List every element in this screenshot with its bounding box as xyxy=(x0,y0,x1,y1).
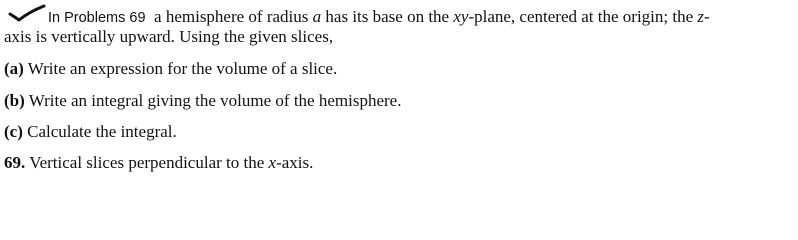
part-b-text: Write an integral giving the volume of the hemisphere. xyxy=(24,91,402,110)
radius-variable: a xyxy=(312,7,322,26)
part-c-label: (c) xyxy=(4,122,23,141)
part-c-text: Calculate the integral. xyxy=(22,122,177,141)
part-a-text: Write an expression for the volume of a slice. xyxy=(23,59,338,78)
intro-text-2: has its base on the xyxy=(321,7,454,26)
intro-text-3: -plane, centered at the origin; the xyxy=(468,7,698,26)
part-a xyxy=(4,59,337,79)
part-c xyxy=(4,122,177,142)
axis-variable: z xyxy=(697,7,705,26)
problem-69-text-2: -axis. xyxy=(276,153,314,172)
checkmark-icon xyxy=(7,3,47,25)
problems-reference: In Problems 69 xyxy=(48,10,146,26)
intro-text-4: - xyxy=(704,7,710,26)
problem-69-variable: x xyxy=(268,153,277,172)
plane-variable: xy xyxy=(453,7,469,26)
intro-text-1: a hemisphere of radius xyxy=(154,7,313,26)
part-a-label: (a) xyxy=(4,59,24,78)
part-b-label: (b) xyxy=(4,91,25,110)
problem-69-label: 69. xyxy=(4,153,26,172)
part-b xyxy=(4,91,401,111)
intro-line-2: axis is vertically upward. Using the given slices, xyxy=(4,27,334,46)
intro-line-1 xyxy=(48,7,710,28)
problem-69-text-1: Vertical slices perpendicular to the xyxy=(25,153,269,172)
problem-69 xyxy=(4,153,313,173)
